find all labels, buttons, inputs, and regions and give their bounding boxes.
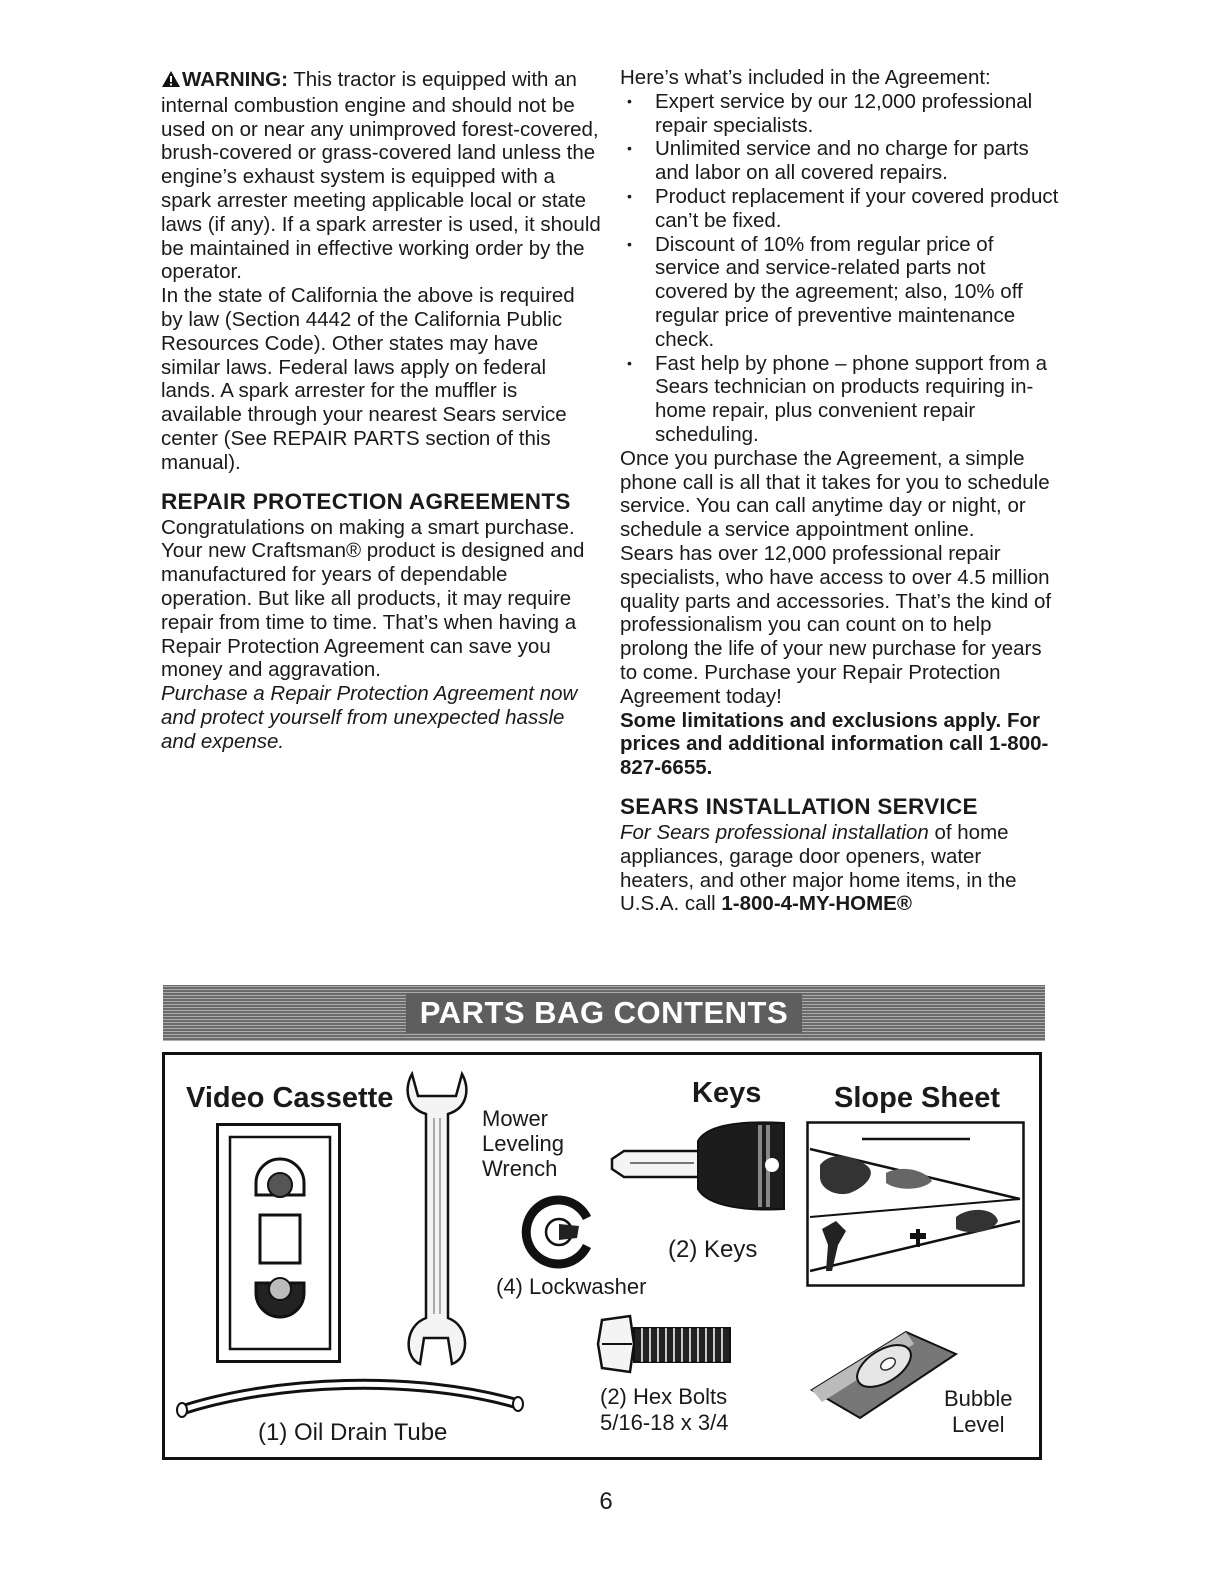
limitations-paragraph: Some limitations and exclusions apply. For prices and additional information call 1-800-827-6655.: [620, 708, 1049, 780]
rpa-heading: REPAIR PROTECTION AGREEMENTS: [161, 488, 571, 514]
install-paragraph: [620, 821, 1060, 916]
sears-paragraph: Sears has over 12,000 professional repair specialists, who have access to over 4.5 million quality parts and accessories. That’s the kind of professionalism you can count on to help prolong the life of your new purchase for years to come. Purchase your Repair Protection Agreement today!: [620, 541, 1052, 708]
agreement-bullet-list: [620, 90, 1060, 447]
right-column: [620, 66, 1060, 916]
keys-title: Keys: [692, 1077, 762, 1109]
rpa-paragraph: Congratulations on making a smart purchase. Your new Craftsman® product is designed and manufactured for years of dependable operation. But like all products, it may require repair from time to time. That’s when having a Repair Protection Agreement can save you money and aggravation.: [161, 515, 585, 682]
keys-count-label: (2) Keys: [668, 1236, 758, 1263]
banner-title: PARTS BAG CONTENTS: [406, 993, 802, 1033]
warning-paragraph: [161, 68, 601, 284]
install-text: of home appliances, garage door openers, water heaters, and other major home items, in the U.S.A. call: [620, 820, 1017, 916]
warning-text: This tractor is equipped with an internal combustion engine and should not be used on or near any unimproved forest-covered, brush-covered or grass-covered land unless the engine’s exhaust system is equipped with a spark arrester meeting applicable local or state laws (if any). If a spark arrester is used, it should be maintained in effective working order by the operator.: [161, 68, 601, 284]
bubble-level-icon: [802, 1320, 962, 1422]
install-phone: 1-800-4-MY-HOME®: [721, 892, 912, 916]
rpa-italic-paragraph: Purchase a Repair Protection Agreement now and protect yourself from unexpected hassle and expense.: [161, 682, 578, 753]
left-column: [161, 68, 601, 754]
video-cassette-icon: [216, 1123, 341, 1363]
page-number: 6: [599, 1488, 613, 1515]
key-icon: [608, 1119, 788, 1211]
install-italic: For Sears professional installation: [620, 820, 929, 844]
list-item: • Expert service by our 12,000 professional repair specialists.: [620, 90, 1060, 138]
list-item: • Fast help by phone – phone support from a Sears technician on products requiring in-home repair, plus convenient repair scheduling.: [620, 352, 1060, 447]
list-item: • Unlimited service and no charge for parts and labor on all covered repairs.: [620, 137, 1060, 185]
agreement-intro: Here’s what’s included in the Agreement:: [620, 66, 991, 89]
oil-drain-tube-label: (1) Oil Drain Tube: [258, 1419, 448, 1446]
purchase-paragraph: Once you purchase the Agreement, a simple phone call is all that it takes for you to schedule service. You can call anytime day or night, or schedule a service appointment online.: [620, 446, 1050, 542]
slope-sheet-icon: [806, 1121, 1026, 1287]
bubble-level-label: Bubble Level: [944, 1386, 1013, 1437]
lockwasher-icon: [523, 1196, 595, 1268]
california-paragraph: In the state of California the above is required by law (Section 4442 of the California Public Resources Code). Other states may have similar laws. Federal laws apply on federal lands. A spark arrester for the muffler is available through your nearest Sears service center (See REPAIR PARTS section of this manual).: [161, 284, 575, 474]
parts-bag-banner: [163, 985, 1045, 1041]
list-item: • Discount of 10% from regular price of service and service-related parts not covered by the agreement; also, 10% off regular price of preventive maintenance check.: [620, 233, 1060, 352]
lockwasher-label: (4) Lockwasher: [496, 1274, 647, 1299]
wrench-label: Mower Leveling Wrench: [482, 1106, 564, 1181]
list-item: • Product replacement if your covered product can’t be fixed.: [620, 185, 1060, 233]
video-cassette-label: Video Cassette: [186, 1082, 394, 1114]
install-heading: SEARS INSTALLATION SERVICE: [620, 793, 978, 819]
warning-triangle-icon: [161, 70, 181, 94]
hex-bolts-label: (2) Hex Bolts 5/16-18 x 3/4: [600, 1384, 729, 1435]
hex-bolt-icon: [596, 1312, 734, 1376]
wrench-icon: [398, 1068, 476, 1368]
slope-sheet-label: Slope Sheet: [834, 1082, 1000, 1114]
oil-drain-tube-icon: [174, 1370, 530, 1426]
warning-label: WARNING:: [182, 68, 288, 91]
